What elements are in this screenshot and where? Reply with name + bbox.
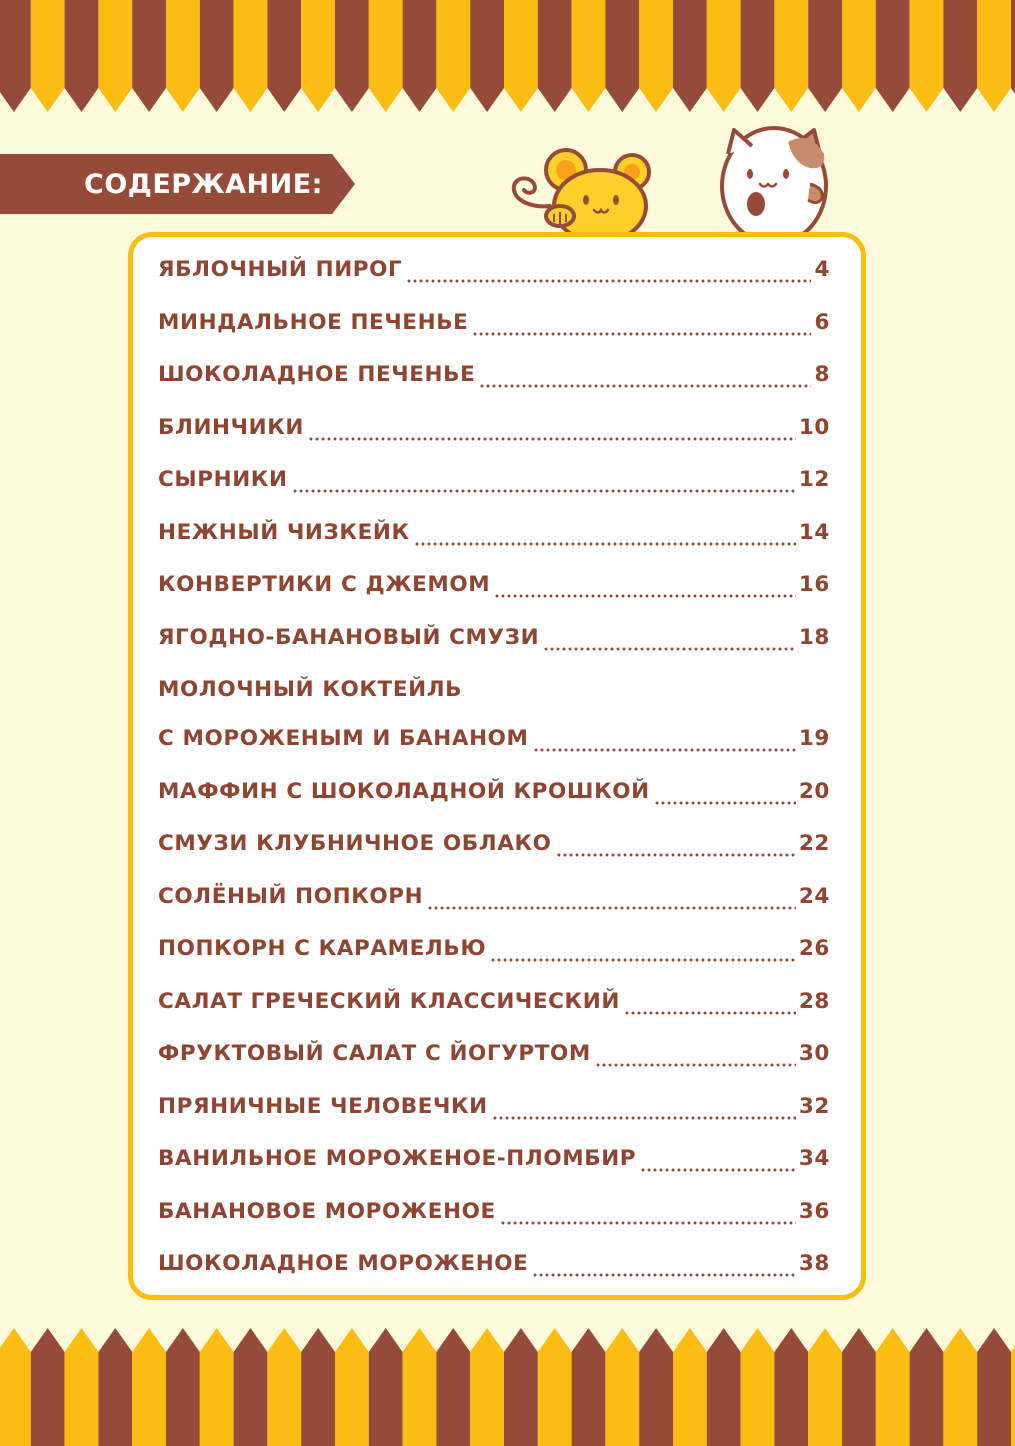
- toc-leader-dots: [308, 437, 796, 441]
- top-pennant-graphic: [0, 0, 1015, 112]
- toc-entry-page: 16: [798, 572, 830, 597]
- pennant-flag: [31, 1328, 65, 1446]
- pennant-flag: [166, 1328, 200, 1446]
- pennant-flag: [572, 1328, 606, 1446]
- toc-entry-title: СОЛЁНЫЙ ПОПКОРН: [158, 884, 424, 909]
- toc-entry[interactable]: [158, 936, 830, 970]
- toc-entry-title: ВАНИЛЬНОЕ МОРОЖЕНОЕ-ПЛОМБИР: [158, 1146, 637, 1171]
- pennant-flag: [200, 0, 234, 112]
- pennant-flag: [132, 0, 166, 112]
- pennant-flag: [335, 1328, 369, 1446]
- pennant-flag: [842, 1328, 876, 1446]
- toc-entry[interactable]: [158, 779, 830, 813]
- toc-entry-page: 8: [814, 362, 830, 387]
- pennant-flag: [1011, 0, 1015, 112]
- toc-entry[interactable]: [158, 415, 830, 449]
- toc-leader-dots: [533, 748, 796, 752]
- top-pennant-border: [0, 0, 1015, 112]
- toc-entry[interactable]: [158, 625, 830, 659]
- pennant-flag: [673, 1328, 707, 1446]
- toc-entry[interactable]: [158, 310, 830, 344]
- toc-entry-title: ЯГОДНО-БАНАНОВЫЙ СМУЗИ: [158, 625, 540, 650]
- toc-leader-dots: [640, 1168, 796, 1172]
- title-banner: [0, 154, 355, 214]
- toc-entry-page: 32: [798, 1094, 830, 1119]
- toc-entry-title: ШОКОЛАДНОЕ ПЕЧЕНЬЕ: [158, 362, 476, 387]
- toc-entry[interactable]: [158, 1041, 830, 1075]
- toc-entry[interactable]: [158, 1094, 830, 1128]
- pennant-flag: [876, 0, 910, 112]
- toc-entry-title: КОНВЕРТИКИ С ДЖЕМОМ: [158, 572, 491, 597]
- toc-entry[interactable]: [158, 362, 830, 396]
- pennant-flag: [774, 0, 808, 112]
- pennant-flag: [707, 1328, 741, 1446]
- toc-entry-page: 22: [798, 831, 830, 856]
- toc-entry[interactable]: [158, 572, 830, 606]
- pennant-flag: [977, 0, 1011, 112]
- toc-entry-page: 19: [798, 726, 830, 751]
- pennant-flag: [436, 0, 470, 112]
- bottom-pennant-graphic: [0, 1328, 1015, 1446]
- toc-entry-title: НЕЖНЫЙ ЧИЗКЕЙК: [158, 520, 410, 545]
- pennant-flag: [977, 1328, 1011, 1446]
- toc-leader-dots: [292, 489, 796, 493]
- page-title: СОДЕРЖАНИЕ:: [84, 169, 323, 200]
- pennant-flag: [132, 1328, 166, 1446]
- toc-entry[interactable]: [158, 1146, 830, 1180]
- pennant-flag: [538, 1328, 572, 1446]
- pennant-flag: [808, 0, 842, 112]
- toc-entry-title: МОЛОЧНЫЙ КОКТЕЙЛЬ: [158, 677, 463, 702]
- toc-leader-dots: [406, 279, 811, 283]
- pennant-flag: [943, 0, 977, 112]
- pennant-flag: [31, 0, 65, 112]
- toc-entry-title: БАНАНОВОЕ МОРОЖЕНОЕ: [158, 1199, 496, 1224]
- toc-entry-page: 6: [814, 310, 830, 335]
- pennant-flag: [842, 0, 876, 112]
- pennant-flag: [98, 0, 132, 112]
- pennant-flag: [200, 1328, 234, 1446]
- toc-entry-page: 30: [798, 1041, 830, 1066]
- pennant-flag: [741, 0, 775, 112]
- toc-entry-title: МАФФИН С ШОКОЛАДНОЙ КРОШКОЙ: [158, 779, 650, 804]
- toc-leader-dots: [492, 1116, 796, 1120]
- pennant-flag: [0, 0, 31, 112]
- pennant-flag: [943, 1328, 977, 1446]
- pennant-flag: [98, 1328, 132, 1446]
- toc-entry-page: 34: [798, 1146, 830, 1171]
- toc-entry-title: СЫРНИКИ: [158, 467, 288, 492]
- pennant-flag: [65, 1328, 99, 1446]
- pennant-flag: [639, 1328, 673, 1446]
- toc-leader-dots: [654, 801, 796, 805]
- toc-entry-title: ФРУКТОВЫЙ САЛАТ С ЙОГУРТОМ: [158, 1041, 591, 1066]
- pennant-flag: [504, 0, 538, 112]
- pennant-flag: [774, 1328, 808, 1446]
- pennant-flag: [808, 1328, 842, 1446]
- toc-entry-title: ШОКОЛАДНОЕ МОРОЖЕНОЕ: [158, 1251, 529, 1276]
- toc-leader-dots: [595, 1063, 796, 1067]
- toc-entry[interactable]: [158, 677, 830, 711]
- bottom-pennant-border: [0, 1328, 1015, 1446]
- pennant-flag: [741, 1328, 775, 1446]
- toc-entry-page: 28: [798, 989, 830, 1014]
- toc-leader-dots: [556, 853, 796, 857]
- pennant-flag: [470, 1328, 504, 1446]
- toc-entry[interactable]: [158, 726, 830, 760]
- pennant-flag: [707, 0, 741, 112]
- pennant-flag: [910, 1328, 944, 1446]
- toc-entry[interactable]: [158, 467, 830, 501]
- pennant-flag: [1011, 1328, 1015, 1446]
- pennant-flag: [403, 1328, 437, 1446]
- toc-entry[interactable]: [158, 1251, 830, 1285]
- pennant-flag: [639, 0, 673, 112]
- toc-entry-title: МИНДАЛЬНОЕ ПЕЧЕНЬЕ: [158, 310, 469, 335]
- toc-leader-dots: [472, 332, 811, 336]
- pennant-flag: [301, 0, 335, 112]
- pennant-flag: [403, 0, 437, 112]
- toc-leader-dots: [532, 1273, 795, 1277]
- toc-leader-dots: [427, 906, 796, 910]
- pennant-flag: [335, 0, 369, 112]
- toc-entry-page: 12: [798, 467, 830, 492]
- pennant-flag: [605, 1328, 639, 1446]
- toc-entry[interactable]: [158, 884, 830, 918]
- pennant-flag: [65, 0, 99, 112]
- pennant-flag: [876, 1328, 910, 1446]
- pennant-flag: [910, 0, 944, 112]
- toc-entry[interactable]: [158, 831, 830, 865]
- pennant-flag: [369, 0, 403, 112]
- pennant-flag: [0, 1328, 31, 1446]
- toc-leader-dots: [490, 958, 796, 962]
- toc-entry-page: 14: [798, 520, 830, 545]
- toc-entry[interactable]: [158, 1199, 830, 1233]
- pennant-flag: [673, 0, 707, 112]
- toc-entry-title: С МОРОЖЕНЫМ И БАНАНОМ: [158, 726, 529, 751]
- toc-entry-title: ЯБЛОЧНЫЙ ПИРОГ: [158, 257, 403, 282]
- toc-entry-page: 38: [798, 1251, 830, 1276]
- toc-entry[interactable]: [158, 257, 830, 291]
- toc-entry-title: ПРЯНИЧНЫЕ ЧЕЛОВЕЧКИ: [158, 1094, 488, 1119]
- pennant-flag: [572, 0, 606, 112]
- pennant-flag: [369, 1328, 403, 1446]
- toc-entry-page: 36: [798, 1199, 830, 1224]
- toc-entry-page: 24: [798, 884, 830, 909]
- toc-leader-dots: [494, 594, 796, 598]
- toc-entry-page: 18: [798, 625, 830, 650]
- pennant-flag: [267, 0, 301, 112]
- pennant-flag: [504, 1328, 538, 1446]
- toc-leader-dots: [624, 1011, 796, 1015]
- toc-leader-dots: [500, 1221, 796, 1225]
- toc-entry-page: 10: [798, 415, 830, 440]
- toc-entry-title: ПОПКОРН С КАРАМЕЛЬЮ: [158, 936, 487, 961]
- toc-entry-title: БЛИНЧИКИ: [158, 415, 304, 440]
- toc-entry-page: 20: [798, 779, 830, 804]
- toc-leader-dots: [479, 384, 811, 388]
- toc-entry[interactable]: [158, 520, 830, 554]
- toc-entry-title: СМУЗИ КЛУБНИЧНОЕ ОБЛАКО: [158, 831, 552, 856]
- pennant-flag: [234, 1328, 268, 1446]
- pennant-flag: [234, 0, 268, 112]
- toc-leader-dots: [543, 647, 796, 651]
- toc-entry-title: САЛАТ ГРЕЧЕСКИЙ КЛАССИЧЕСКИЙ: [158, 989, 620, 1014]
- toc-entry-page: 26: [798, 936, 830, 961]
- toc-entry-page: 4: [814, 257, 830, 282]
- pennant-flag: [538, 0, 572, 112]
- pennant-flag: [436, 1328, 470, 1446]
- pennant-flag: [166, 0, 200, 112]
- toc-entry[interactable]: [158, 989, 830, 1023]
- pennant-flag: [470, 0, 504, 112]
- toc-leader-dots: [414, 542, 796, 546]
- pennant-flag: [267, 1328, 301, 1446]
- pennant-flag: [605, 0, 639, 112]
- pennant-flag: [301, 1328, 335, 1446]
